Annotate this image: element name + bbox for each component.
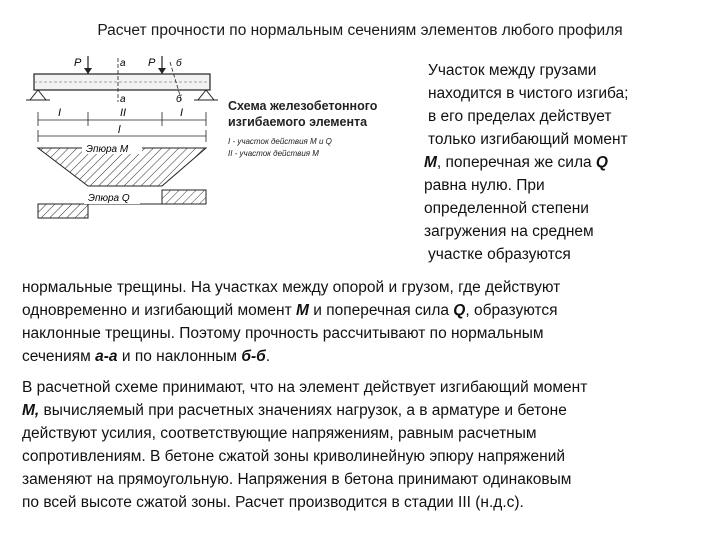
load-label-left: P [74,57,82,69]
left-support [30,90,46,100]
right-line-4: только изгибающий момент [428,131,628,148]
section-a-bottom: a [120,94,126,105]
right-line-2: находится в чистого изгиба; [428,85,629,102]
moment-diagram-label: Эпюра M [86,144,129,155]
moment-symbol: M [424,154,437,171]
moment-diagram [38,142,206,186]
p1-moment-symbol: M [296,302,309,319]
beam-scheme-figure [20,52,412,252]
p2-moment-symbol: M, [22,402,40,419]
figure-legend-line2: II - участок действия M [228,149,319,158]
p1-line-2-c: , образуются [465,302,558,319]
right-line-9: участке образуются [428,246,571,263]
right-line-5-text: , поперечная же сила [436,154,596,171]
right-line-3: в его пределах действует [428,108,612,125]
zone-II: II [120,107,127,119]
shear-diagram-label: Эпюра Q [88,193,130,204]
zone-I-left: I [58,107,62,119]
figure-legend-line1: I - участок действия M и Q [228,137,332,146]
p1-line-2-b: и поперечная сила [308,302,454,319]
right-line-1: Участок между грузами [428,62,597,79]
section-a-top: a [120,58,126,69]
p1-line-4-a: сечениям [22,348,96,365]
p1-line-1: нормальные трещины. На участках между опорой и грузом, где действуют [22,279,561,296]
section-b-bottom: б [176,94,182,105]
right-text-block [418,60,718,280]
figure-caption-line2: изгибаемого элемента [228,115,368,129]
p2-line-4: сопротивлениям. В бетоне сжатой зоны криволинейную эпюру напряжений [22,448,566,465]
p2-line-5: заменяют на прямоугольную. Напряжения в бетона принимают одинаковым [22,471,572,488]
zone-I-right: I [180,107,184,119]
p2-line-1: В расчетной схеме принимают, что на элемент действует изгибающий момент [22,379,588,396]
section-aa-label: а-а [95,348,118,365]
p1-line-3: наклонные трещины. Поэтому прочность рассчитывают по нормальным [22,325,544,342]
p2-line-6: по всей высоте сжатой зоны. Расчет производится в стадии III (н.д.с). [22,494,524,511]
p1-line-4 [22,345,270,368]
shear-symbol: Q [595,154,608,171]
slide-title: Расчет прочности по нормальным сечениям элементов любого профиля [97,22,623,39]
p2-line-2 [22,399,567,422]
p1-line-4-c: . [265,348,271,365]
figure-caption-line1: Схема железобетонного [228,99,378,113]
p1-shear-symbol: Q [453,302,466,319]
right-line-8: загружения на среднем [424,223,594,240]
p2-line-3: действуют усилия, соответствующие напряжениям, равным расчетным [22,425,537,442]
p1-line-4-b: и по наклонным [117,348,242,365]
section-b-top: б [176,58,182,69]
right-support [198,90,214,100]
span-label: l [118,124,121,136]
right-line-5 [424,152,608,175]
p1-line-2 [22,299,558,322]
shear-diagram [38,190,206,218]
right-line-7: определенной степени [424,200,589,217]
right-line-6: равна нулю. При [424,177,545,194]
beam [34,74,210,90]
load-label-right: P [148,57,156,69]
section-bb-label: б-б [241,348,266,365]
p2-line-2-text: вычисляемый при расчетных значениях нагрузок, а в арматуре и бетоне [39,402,567,419]
p1-line-2-a: одновременно и изгибающий момент [22,302,297,319]
